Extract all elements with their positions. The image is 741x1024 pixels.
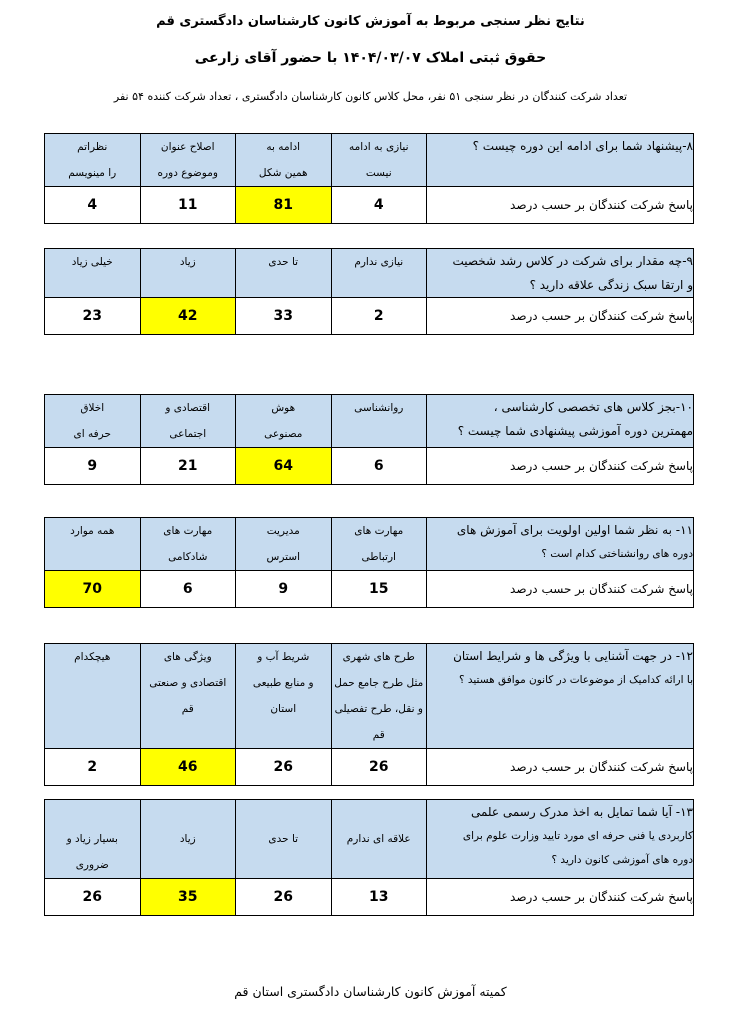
- answer-option-line: طرح های شهری: [342, 651, 415, 663]
- answer-option-line: اقتصادی و صنعتی: [149, 677, 227, 689]
- survey-question-table: [44, 517, 694, 608]
- question-text-line: ۱۱- به نظر شما اولین اولویت برای آموزش های: [456, 523, 693, 537]
- answer-option-line: نیست: [365, 167, 392, 179]
- answer-option: [45, 395, 141, 448]
- question-text-line: مهمترین دوره آموزشی پیشنهادی شما چیست ؟: [457, 424, 693, 438]
- page-title: نتایج نظر سنجی مربوط به آموزش کانون کارشناسان دادگستری قم: [156, 14, 585, 29]
- answer-option-line: علاقه ای ندارم: [346, 833, 411, 845]
- answer-option: [45, 644, 141, 749]
- question-text-line: کاربردی یا فنی حرفه ای مورد تایید وزارت علوم برای: [462, 830, 693, 842]
- participants-info: تعداد شرکت کنندگان در نظر سنجی ۵۱ نفر، محل کلاس کانون کارشناسان دادگستری ، تعداد شرکت کننده ۵۴ نفر: [113, 90, 628, 103]
- question-header-row: [45, 134, 694, 187]
- percentage-value: 11: [140, 187, 236, 224]
- answer-option-line: حرفه ای: [73, 428, 111, 440]
- percentage-value-highlighted: 46: [140, 749, 236, 786]
- percentage-value: 2: [45, 749, 141, 786]
- answer-option-line: زیاد: [179, 256, 196, 268]
- percentage-value: 26: [45, 879, 141, 916]
- percentage-value: 26: [236, 879, 332, 916]
- answer-option: [45, 134, 141, 187]
- answer-option: [45, 800, 141, 879]
- question-text: [427, 800, 694, 879]
- answer-option-line: مثل طرح جامع حمل: [334, 677, 424, 689]
- answer-option-line: زیاد: [179, 833, 196, 845]
- answer-option-line: مهارت های: [354, 525, 404, 537]
- response-label: پاسخ شرکت کنندگان بر حسب درصد: [427, 187, 694, 224]
- question-header-row: [45, 800, 694, 879]
- response-label: پاسخ شرکت کنندگان بر حسب درصد: [427, 571, 694, 608]
- question-text-line: دوره های روانشناختی کدام است ؟: [541, 548, 693, 560]
- answer-option: [140, 395, 236, 448]
- answer-option-line: اخلاق: [80, 402, 105, 414]
- answer-option-line: نیازی ندارم: [354, 256, 404, 268]
- percentage-value: 6: [331, 448, 427, 485]
- answer-option: [45, 249, 141, 298]
- question-text-line: ۱۳- آیا شما تمایل به اخذ مدرک رسمی علمی: [470, 805, 693, 819]
- answer-option: [236, 800, 332, 879]
- question-text-line: ۱۲- در جهت آشنایی با ویژگی ها و شرایط استان: [453, 649, 693, 663]
- answer-option: [236, 395, 332, 448]
- question-text: [427, 644, 694, 749]
- answer-option: [236, 249, 332, 298]
- percentage-value-highlighted: 70: [45, 571, 141, 608]
- answer-option-line: و منابع طبیعی: [252, 677, 314, 689]
- answer-option-line: مدیریت: [266, 525, 300, 537]
- percentage-row: [45, 187, 694, 224]
- question-header-row: [45, 249, 694, 298]
- percentage-value: 4: [331, 187, 427, 224]
- response-label: پاسخ شرکت کنندگان بر حسب درصد: [427, 298, 694, 335]
- answer-option: [140, 800, 236, 879]
- question-text-line: ۸-پیشنهاد شما برای ادامه این دوره چیست ؟: [472, 139, 693, 153]
- answer-option-line: ادامه به: [266, 141, 301, 153]
- answer-option-line: استان: [270, 703, 297, 715]
- survey-question-table: [44, 133, 694, 224]
- question-text-line: و ارتقا سبک زندگی علاقه دارید ؟: [529, 278, 693, 292]
- question-text: [427, 395, 694, 448]
- percentage-value-highlighted: 64: [236, 448, 332, 485]
- question-header-row: [45, 395, 694, 448]
- survey-question-table: [44, 799, 694, 916]
- response-label: پاسخ شرکت کنندگان بر حسب درصد: [427, 448, 694, 485]
- percentage-value: 15: [331, 571, 427, 608]
- percentage-value: 6: [140, 571, 236, 608]
- answer-option: [331, 518, 427, 571]
- footer-committee: کمیته آموزش کانون کارشناسان دادگستری استان قم: [234, 984, 507, 999]
- answer-option-line: ارتباطی: [361, 551, 396, 563]
- percentage-value: 13: [331, 879, 427, 916]
- answer-option-line: اصلاح عنوان: [160, 141, 215, 153]
- answer-option-line: همین شکل: [258, 167, 308, 179]
- answer-option-line: مهارت های: [163, 525, 213, 537]
- answer-option-line: و نقل، طرح تفصیلی قم: [334, 703, 423, 741]
- question-text-line: ۱۰-بجز کلاس های تخصصی کارشناسی ،: [493, 400, 693, 414]
- answer-option: [140, 518, 236, 571]
- percentage-value-highlighted: 42: [140, 298, 236, 335]
- answer-option: [331, 644, 427, 749]
- answer-option: [331, 800, 427, 879]
- answer-option-line: اجتماعی: [169, 428, 207, 440]
- percentage-value: 9: [236, 571, 332, 608]
- percentage-row: [45, 571, 694, 608]
- question-text-line: با ارائه کدامیک از موضوعات در کانون موافق هستید ؟: [458, 674, 693, 686]
- percentage-value: 33: [236, 298, 332, 335]
- percentage-value: 21: [140, 448, 236, 485]
- response-label: پاسخ شرکت کنندگان بر حسب درصد: [427, 749, 694, 786]
- answer-option-line: اقتصادی و: [165, 402, 211, 414]
- course-subtitle: حقوق ثبتی املاک ۱۴۰۴/۰۳/۰۷ با حضور آقای زارعی: [194, 50, 547, 66]
- question-text: [427, 518, 694, 571]
- percentage-value: 23: [45, 298, 141, 335]
- answer-option-line: روانشناسی: [354, 402, 404, 414]
- percentage-value-highlighted: 81: [236, 187, 332, 224]
- question-header-row: [45, 518, 694, 571]
- question-text: [427, 249, 694, 298]
- question-text-line: دوره های آموزشی کانون دارید ؟: [551, 854, 693, 866]
- answer-option: [140, 134, 236, 187]
- answer-option: [45, 518, 141, 571]
- question-text: [427, 134, 694, 187]
- question-header-row: [45, 644, 694, 749]
- percentage-value: 4: [45, 187, 141, 224]
- answer-option-line: هیچکدام: [74, 651, 111, 663]
- answer-option-line: هوش: [271, 402, 296, 414]
- percentage-row: [45, 298, 694, 335]
- percentage-value: 26: [236, 749, 332, 786]
- answer-option-line: نظراتم: [77, 141, 108, 153]
- answer-option-line: بسیار زیاد و: [66, 833, 118, 845]
- percentage-value: 9: [45, 448, 141, 485]
- answer-option: [331, 395, 427, 448]
- answer-option: [236, 644, 332, 749]
- answer-option-line: را مینویسم: [68, 167, 117, 179]
- answer-option: [140, 249, 236, 298]
- question-text-line: ۹-چه مقدار برای شرکت در کلاس رشد شخصیت: [452, 254, 693, 268]
- percentage-value: 26: [331, 749, 427, 786]
- answer-option-line: قم: [181, 703, 194, 715]
- response-label: پاسخ شرکت کنندگان بر حسب درصد: [427, 879, 694, 916]
- answer-option-line: [45, 800, 140, 826]
- answer-option: [331, 249, 427, 298]
- answer-option-line: ویژگی های: [163, 651, 212, 663]
- answer-option: [236, 518, 332, 571]
- answer-option-line: [332, 800, 427, 826]
- answer-option-line: استرس: [266, 551, 300, 563]
- percentage-row: [45, 749, 694, 786]
- answer-option: [331, 134, 427, 187]
- percentage-row: [45, 879, 694, 916]
- answer-option-line: نیازی به ادامه: [348, 141, 409, 153]
- answer-option-line: تا حدی: [268, 256, 299, 268]
- answer-option: [140, 644, 236, 749]
- answer-option-line: شادکامی: [168, 551, 208, 563]
- answer-option-line: [236, 800, 331, 826]
- answer-option-line: [141, 800, 236, 826]
- answer-option-line: همه موارد: [70, 525, 115, 537]
- answer-option-line: خیلی زیاد: [71, 256, 113, 268]
- answer-option-line: ضروری: [75, 859, 109, 871]
- answer-option-line: شریط آب و: [257, 651, 310, 663]
- answer-option-line: وموضوع دوره: [157, 167, 218, 179]
- survey-question-table: [44, 394, 694, 485]
- survey-question-table: [44, 248, 694, 335]
- answer-option-line: تا حدی: [268, 833, 299, 845]
- answer-option-line: مصنوعی: [264, 428, 303, 440]
- percentage-value: 2: [331, 298, 427, 335]
- survey-question-table: [44, 643, 694, 786]
- answer-option: [236, 134, 332, 187]
- percentage-row: [45, 448, 694, 485]
- percentage-value-highlighted: 35: [140, 879, 236, 916]
